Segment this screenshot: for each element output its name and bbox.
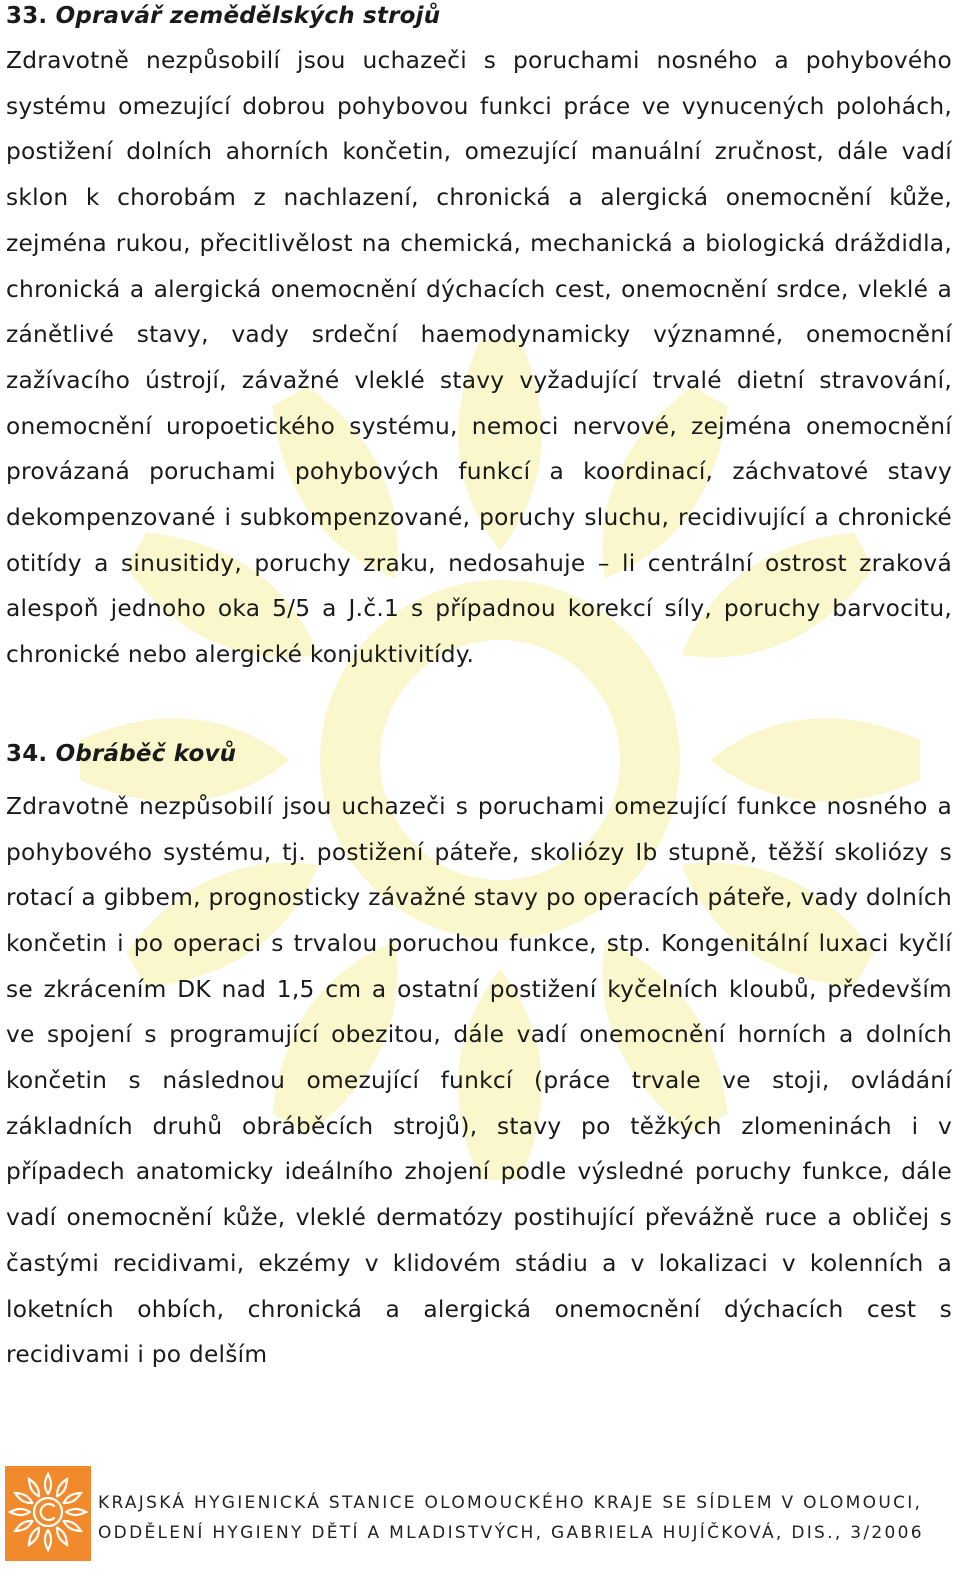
section-34-text: Zdravotně nezpůsobilí jsou uchazeči s poruchami omezující funkce nosného a pohybového systému, tj. postižení páteře, skoliózy Ib stupně, těžší skoliózy s rotací a gibbem, prognosticky závažné stavy po operacích páteře, vady dolních končetin i po operaci s trvalou poruchou funkce, stp. Kongenitální luxaci kyčlí se zkrácením DK nad 1,5 cm a ostatní postižení kyčelních kloubů, především ve spojení s programující obezitou, dále vadí onemocnění horních a dolních končetin s následnou omezující funkcí (práce trvale ve stoji, ovládání základních druhů obráběcích strojů), stavy po těžkých zlomeninách i v případech anatomicky ideálního zhojení podle výsledné poruchy funkce, dále vadí onemocnění kůže, vleklé dermatózy postihující převážně ruce a obličej s častými recidivami, ekzémy v klidovém stádiu a v lokalizaci v kolenních a loketních ohbích, chronická a alergická onemocnění dýchacích cest s recidivami i po delším [6, 792, 952, 1369]
footer-line-1: KRAJSKÁ HYGIENICKÁ STANICE OLOMOUCKÉHO KRAJE SE SÍDLEM V OLOMOUCI, [98, 1493, 923, 1513]
sun-flower-logo-icon [5, 1466, 91, 1561]
section-33-text: Zdravotně nezpůsobilí jsou uchazeči s poruchami nosného a pohybového systému omezující dobrou pohybovou funkci práce ve vynucených polohách, postižení dolních ahorních končetin, omezující manuální zručnost, dále vadí sklon k chorobám z nachlazení, chronická a alergická onemocnění kůže, zejména rukou, přecitlivělost na chemická, mechanická a biologická dráždidla, chronická a alergická onemocnění dýchacích cest, onemocnění srdce, vleklé a zánětlivé stavy, vady srdeční haemodynamicky významné, onemocnění zažívacího ústrojí, závažné vleklé stavy vyžadující trvalé dietní stravování, onemocnění uropoetického systému, nemoci nervové, zejména onemocnění provázaná poruchami pohybových funkcí a koordinací, záchvatové stavy dekompenzované i subkompenzované, poruchy sluchu, recidivující a chronické otitídy a sinusitidy, poruchy zraku, nedosahuje – li centrální ostrost zraková alespoň jednoho oka 5/5 a J.č.1 s případnou korekcí síly, poruchy barvocitu, chronické nebo alergické konjuktivitídy. [6, 47, 952, 669]
footer-text [98, 1488, 924, 1548]
section-34-heading [6, 738, 952, 770]
footer-line-2: ODDĚLENÍ HYGIENY DĚTÍ A MLADISTVÝCH, GABRIELA HUJÍČKOVÁ, DIS., 3/2006 [98, 1523, 924, 1543]
section-33-title: Opravář zemědělských strojů [55, 3, 441, 29]
section-34-title: Obráběč kovů [55, 740, 237, 767]
section-34-number: 34. [6, 740, 48, 767]
section-33-number: 33. [6, 3, 48, 29]
section-33-heading [6, 0, 952, 32]
page-footer [0, 1464, 960, 1564]
